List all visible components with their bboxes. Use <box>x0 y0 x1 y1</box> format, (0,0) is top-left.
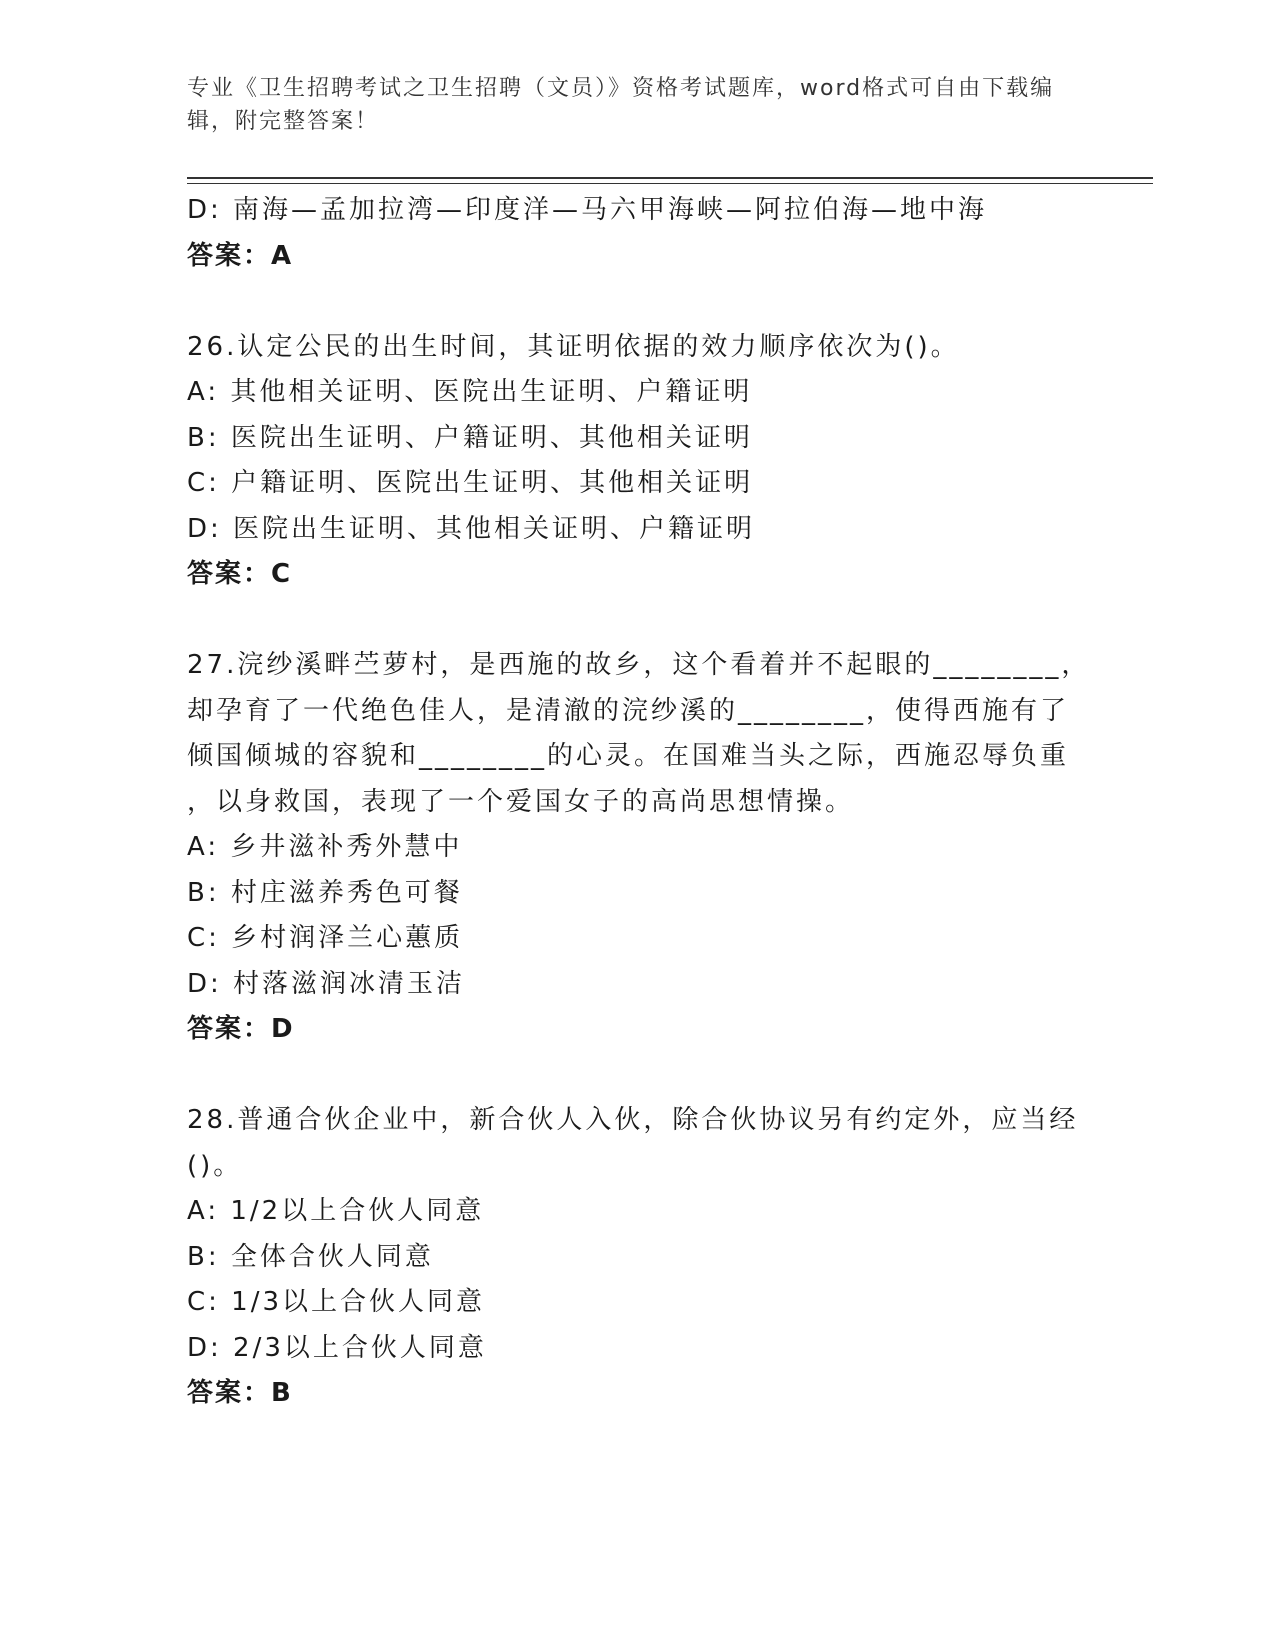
spacer <box>187 598 1077 644</box>
question-text-line: 倾国倾城的容貌和________的心灵。在国难当头之际，西施忍辱负重 <box>187 741 1070 771</box>
spacer <box>187 1053 1077 1099</box>
answer: 答案：B <box>187 1378 293 1408</box>
header-divider-thick <box>187 177 1153 179</box>
question-27 <box>187 643 1091 1053</box>
option-a: A: 其他相关证明、医院出生证明、户籍证明 <box>187 377 753 407</box>
option-a: A: 1/2以上合伙人同意 <box>187 1196 485 1226</box>
answer: 答案：C <box>187 559 293 589</box>
option-d: D: 医院出生证明、其他相关证明、户籍证明 <box>187 513 756 544</box>
answer: 答案：D <box>187 1014 295 1044</box>
option-a: A: 乡井滋补秀外慧中 <box>187 832 463 862</box>
option-b: B: 全体合伙人同意 <box>187 1241 434 1272</box>
question-28 <box>187 1098 1077 1417</box>
option-d: D: 2/3以上合伙人同意 <box>187 1332 487 1363</box>
option-c: C: 户籍证明、医院出生证明、其他相关证明 <box>187 468 754 498</box>
question-text-line: 却孕育了一代绝色佳人，是清澈的浣纱溪的________，使得西施有了 <box>187 695 1070 726</box>
option-c: C: 乡村润泽兰心蕙质 <box>187 923 464 953</box>
question-text-line: ()。 <box>187 1150 243 1181</box>
option-b: B: 村庄滋养秀色可餐 <box>187 877 463 908</box>
option-b: B: 医院出生证明、户籍证明、其他相关证明 <box>187 422 753 453</box>
spacer <box>187 279 1077 325</box>
header-divider-thin <box>187 183 1153 184</box>
question-text-line: 28.普通合伙企业中，新合伙人入伙，除合伙协议另有约定外，应当经 <box>187 1105 1079 1135</box>
question-text-line: ，以身救国，表现了一个爱国女子的高尚思想情操。 <box>187 786 855 817</box>
document-header: 专业《卫生招聘考试之卫生招聘（文员）》资格考试题库，word格式可自由下载编辑，附完整答案！ <box>187 76 1055 134</box>
prev-answer: 答案：A <box>187 240 294 271</box>
question-text-line: 26.认定公民的出生时间，其证明依据的效力顺序依次为()。 <box>187 331 960 362</box>
question-content <box>187 188 1091 1417</box>
prev-option-d: D: 南海—孟加拉湾—印度洋—马六甲海峡—阿拉伯海—地中海 <box>187 195 988 225</box>
question-26 <box>187 325 1077 598</box>
option-d: D: 村落滋润冰清玉洁 <box>187 968 466 999</box>
question-text-line: 27.浣纱溪畔苎萝村，是西施的故乡，这个看着并不起眼的________， <box>187 650 1091 680</box>
option-c: C: 1/3以上合伙人同意 <box>187 1287 486 1317</box>
